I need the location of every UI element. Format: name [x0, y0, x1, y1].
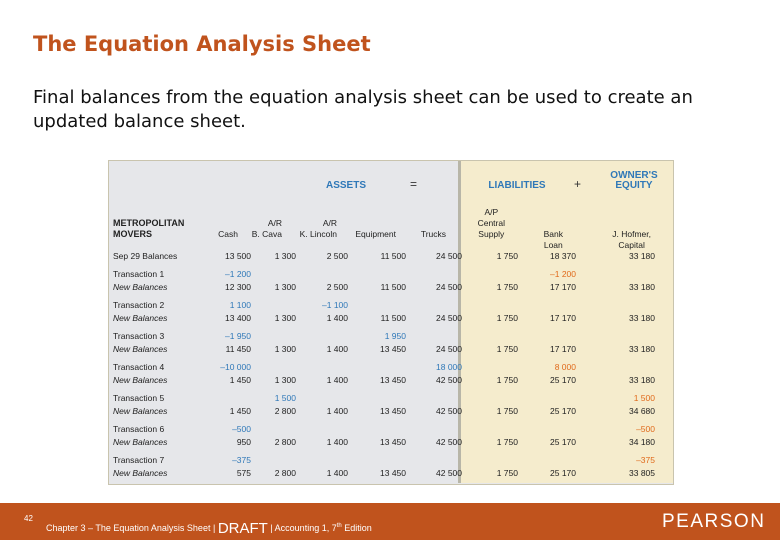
- row-label: New Balances: [113, 437, 168, 447]
- table-cell: [296, 418, 348, 436]
- table-cell: 1 100: [229, 300, 251, 310]
- column-header-line: Loan: [543, 240, 563, 250]
- page-title: The Equation Analysis Sheet: [33, 32, 371, 56]
- table-cell: [251, 294, 296, 312]
- table-cell: 13 450: [380, 375, 406, 385]
- column-header-line: Equipment: [355, 229, 396, 239]
- column-header: [478, 207, 505, 240]
- column-header: [421, 229, 446, 240]
- row-label: Transaction 4: [113, 362, 165, 372]
- table-cell: 13 400: [225, 313, 251, 323]
- table-cell: 13 450: [380, 468, 406, 478]
- table-row: [113, 325, 655, 343]
- table-cell: 1 750: [496, 437, 518, 447]
- column-header-line: Bank: [543, 229, 563, 239]
- table-cell: 1 450: [229, 375, 251, 385]
- table-cell: 1 950: [384, 331, 406, 341]
- column-header-line: A/R: [322, 218, 337, 228]
- row-label: New Balances: [113, 375, 168, 385]
- footer-draft: DRAFT: [217, 520, 268, 537]
- table-row: [113, 387, 655, 405]
- column-header: [612, 229, 651, 251]
- liabilities-header: LIABILITIES: [488, 180, 546, 191]
- table-cell: 11 500: [380, 313, 406, 323]
- table-cell: 1 500: [633, 393, 655, 403]
- table-cell: 1 400: [326, 468, 348, 478]
- table-row: [113, 436, 655, 449]
- table-cell: 13 450: [380, 437, 406, 447]
- column-header: [252, 218, 282, 240]
- table-cell: 42 500: [436, 468, 462, 478]
- table-cell: [296, 325, 348, 343]
- table-cell: 13 450: [380, 344, 406, 354]
- table-cell: 1 750: [496, 344, 518, 354]
- table-cell: –1 200: [225, 269, 251, 279]
- subtitle: Final balances from the equation analysis sheet can be used to create an updated balance sheet.: [33, 87, 693, 132]
- table-cell: 25 170: [550, 375, 576, 385]
- table-cell: 1 750: [496, 375, 518, 385]
- table-cell: [296, 263, 348, 281]
- table-cell: 25 170: [550, 437, 576, 447]
- row-label: Transaction 2: [113, 300, 165, 310]
- footer-edition-sup: th: [336, 523, 342, 529]
- owners-equity-header: [600, 171, 668, 191]
- column-header-line: Cash: [218, 229, 238, 239]
- table-cell: [576, 356, 655, 374]
- column-header-line: Central: [477, 218, 505, 228]
- table-cell: [348, 449, 406, 467]
- table-cell: 33 180: [629, 313, 655, 323]
- table-cell: 1 750: [496, 251, 518, 261]
- table-cell: 34 680: [629, 406, 655, 416]
- table-cell: [348, 356, 406, 374]
- table-cell: 25 170: [550, 406, 576, 416]
- row-label: Transaction 3: [113, 331, 165, 341]
- table-row: [113, 374, 655, 387]
- footer-course: | Accounting 1, 7: [270, 523, 337, 533]
- table-cell: 1 300: [274, 375, 296, 385]
- table-cell: 33 180: [629, 282, 655, 292]
- table-cell: [518, 325, 576, 343]
- table-cell: [462, 356, 518, 374]
- table-cell: [406, 387, 462, 405]
- table-cell: [406, 449, 462, 467]
- column-header-line: A/R: [267, 218, 282, 228]
- company-name-line-2: MOVERS: [113, 229, 153, 239]
- table-cell: [348, 263, 406, 281]
- table-cell: [348, 387, 406, 405]
- table-cell: 34 180: [629, 437, 655, 447]
- table-cell: [251, 418, 296, 436]
- row-label: New Balances: [113, 344, 168, 354]
- column-header-line: A/P: [484, 207, 499, 217]
- table-cell: [576, 325, 655, 343]
- table-cell: 1 450: [229, 406, 251, 416]
- plus-sign: +: [574, 177, 582, 191]
- table-cell: [296, 449, 348, 467]
- column-header-line: K. Lincoln: [299, 229, 337, 239]
- row-label: New Balances: [113, 468, 168, 478]
- row-label: Transaction 5: [113, 393, 165, 403]
- table-cell: 2 800: [274, 437, 296, 447]
- table-cell: –500: [232, 424, 251, 434]
- table-cell: [518, 294, 576, 312]
- table-cell: [348, 418, 406, 436]
- footer-chapter: Chapter 3 – The Equation Analysis Sheet |: [46, 523, 216, 533]
- table-cell: [251, 263, 296, 281]
- table-cell: [518, 418, 576, 436]
- table-cell: 1 500: [274, 393, 296, 403]
- table-cell: 1 750: [496, 282, 518, 292]
- table-cell: 33 805: [629, 468, 655, 478]
- table-cell: 17 170: [550, 313, 576, 323]
- table-cell: [205, 387, 251, 405]
- table-cell: [251, 449, 296, 467]
- table-cell: –10 000: [220, 362, 251, 372]
- column-header-line: J. Hofmer,: [612, 229, 651, 239]
- row-label: Transaction 6: [113, 424, 165, 434]
- column-header: [300, 218, 337, 240]
- table-cell: [406, 294, 462, 312]
- table-cell: [406, 325, 462, 343]
- table-cell: 8 000: [554, 362, 576, 372]
- owners-equity-line-2: EQUITY: [615, 180, 653, 191]
- table-cell: [462, 449, 518, 467]
- table-row: [113, 343, 655, 356]
- table-cell: 11 450: [225, 344, 251, 354]
- table-cell: [462, 263, 518, 281]
- table-row: [113, 250, 655, 263]
- table-cell: 33 180: [629, 251, 655, 261]
- table-row: [113, 449, 655, 467]
- table-cell: 1 400: [326, 437, 348, 447]
- table-cell: 24 500: [436, 251, 462, 261]
- column-header: [355, 229, 396, 240]
- table-cell: [251, 325, 296, 343]
- table-cell: 1 300: [274, 251, 296, 261]
- table-cell: 1 400: [326, 406, 348, 416]
- table-cell: 1 750: [496, 406, 518, 416]
- table-cell: 24 500: [436, 282, 462, 292]
- table-cell: 11 500: [380, 251, 406, 261]
- row-label: New Balances: [113, 313, 168, 323]
- table-cell: [406, 263, 462, 281]
- table-cell: [462, 325, 518, 343]
- table-cell: [462, 294, 518, 312]
- table-cell: 13 450: [380, 406, 406, 416]
- table-cell: 1 300: [274, 344, 296, 354]
- row-label: New Balances: [113, 282, 168, 292]
- table-row: [113, 294, 655, 312]
- table-cell: –1 100: [322, 300, 348, 310]
- column-header-line: B. Cava: [251, 229, 282, 239]
- table-cell: 25 170: [550, 468, 576, 478]
- footer-text: [46, 520, 372, 537]
- table-cell: 33 180: [629, 344, 655, 354]
- table-cell: 2 800: [274, 468, 296, 478]
- company-name-line-1: METROPOLITAN: [113, 218, 185, 228]
- table-cell: 12 300: [225, 282, 251, 292]
- row-label: Sep 29 Balances: [113, 251, 178, 261]
- row-label: Transaction 1: [113, 269, 165, 279]
- table-cell: –1 950: [225, 331, 251, 341]
- table-cell: 33 180: [629, 375, 655, 385]
- table-cell: 1 750: [496, 313, 518, 323]
- table-cell: [518, 449, 576, 467]
- row-label: Transaction 7: [113, 455, 165, 465]
- table-cell: 575: [236, 468, 251, 478]
- table-cell: [576, 294, 655, 312]
- assets-header: ASSETS: [325, 180, 366, 191]
- table-cell: [518, 387, 576, 405]
- table-cell: 42 500: [436, 437, 462, 447]
- table-cell: [406, 418, 462, 436]
- table-cell: 2 800: [274, 406, 296, 416]
- column-header-line: Capital: [618, 240, 645, 250]
- footer-edition: Edition: [344, 523, 372, 533]
- row-label: New Balances: [113, 406, 168, 416]
- column-header-line: Trucks: [420, 229, 446, 239]
- table-cell: 2 500: [326, 251, 348, 261]
- table-row: [113, 356, 655, 374]
- pearson-logo: PEARSON: [662, 511, 766, 532]
- owners-equity-line-1: OWNER'S: [610, 170, 658, 181]
- table-row: [113, 467, 655, 480]
- table-cell: [296, 356, 348, 374]
- equals-sign: =: [410, 177, 418, 191]
- table-row: [113, 405, 655, 418]
- table-row: [113, 312, 655, 325]
- table-cell: –500: [636, 424, 655, 434]
- table-cell: 18 000: [436, 362, 462, 372]
- table-cell: [251, 356, 296, 374]
- table-cell: 18 370: [550, 251, 576, 261]
- table-cell: 11 500: [380, 282, 406, 292]
- column-header: [544, 229, 563, 251]
- table-cell: 17 170: [550, 344, 576, 354]
- table-cell: –1 200: [550, 269, 576, 279]
- column-header-line: Supply: [478, 229, 505, 239]
- table-cell: 13 500: [225, 251, 251, 261]
- table-cell: 42 500: [436, 406, 462, 416]
- page-number: 42: [24, 514, 33, 523]
- table-cell: [462, 387, 518, 405]
- table-cell: [296, 387, 348, 405]
- table-row: [113, 418, 655, 436]
- company-name: [113, 218, 184, 240]
- table-row: [113, 263, 655, 281]
- table-cell: 42 500: [436, 375, 462, 385]
- table-cell: [462, 418, 518, 436]
- table-cell: 1 400: [326, 375, 348, 385]
- table-cell: 1 750: [496, 468, 518, 478]
- column-header: [218, 229, 238, 240]
- table-cell: 1 400: [326, 313, 348, 323]
- table-cell: –375: [232, 455, 251, 465]
- table-cell: 2 500: [326, 282, 348, 292]
- table-cell: [348, 294, 406, 312]
- table-cell: –375: [636, 455, 655, 465]
- table-cell: 950: [236, 437, 251, 447]
- table-cell: 17 170: [550, 282, 576, 292]
- table-cell: 1 300: [274, 282, 296, 292]
- table-cell: [576, 263, 655, 281]
- table-cell: 1 400: [326, 344, 348, 354]
- table-cell: 1 300: [274, 313, 296, 323]
- table-cell: 24 500: [436, 313, 462, 323]
- balances-table: [113, 250, 655, 480]
- table-cell: 24 500: [436, 344, 462, 354]
- table-row: [113, 281, 655, 294]
